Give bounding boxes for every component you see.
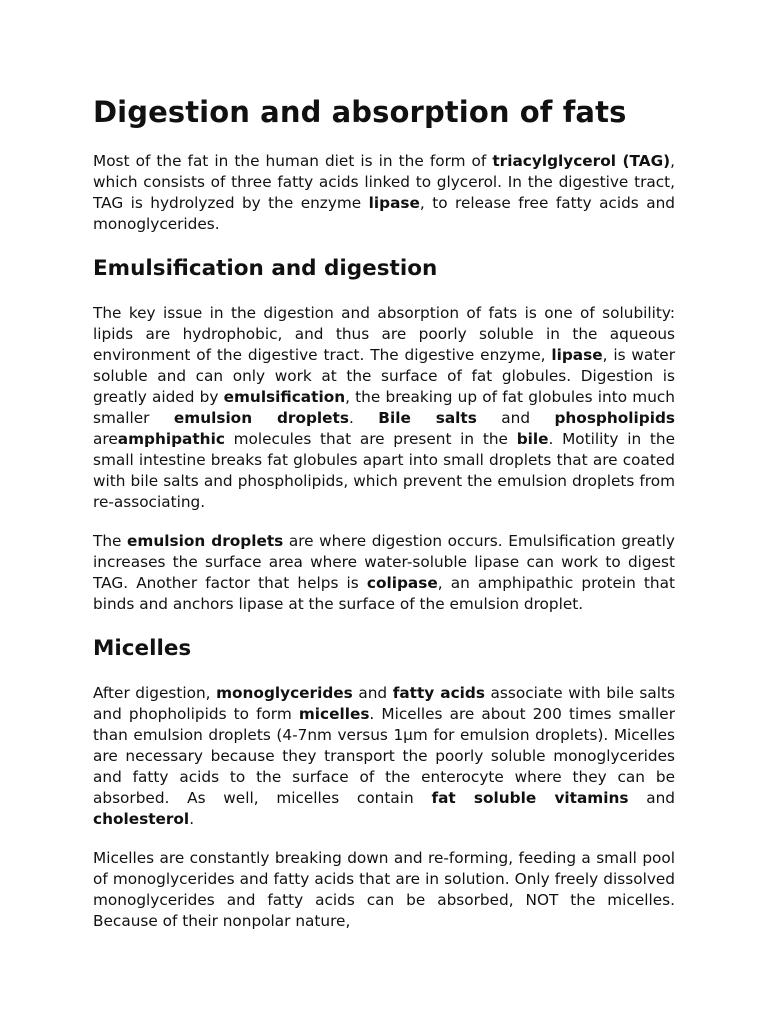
term-colipase: colipase bbox=[366, 574, 438, 592]
term-emulsion-droplets: emulsion droplets bbox=[127, 532, 284, 550]
term-lipase: lipase bbox=[368, 194, 420, 212]
text: and bbox=[628, 789, 675, 807]
micelles-paragraph-2 bbox=[93, 848, 675, 932]
text: and bbox=[352, 684, 393, 702]
term-amphipathic: amphipathic bbox=[117, 430, 225, 448]
text: molecules that are present in the bbox=[224, 430, 517, 448]
text: Micelles are constantly breaking down and re-forming, feeding a small pool of monoglycerides and fatty acids that are in solution. Only freely dissolved monoglycerides and fatty acids can be absorbed, NOT the micelles. Because of their nonpolar nature, bbox=[93, 849, 675, 930]
text: . bbox=[348, 409, 379, 427]
intro-paragraph bbox=[93, 151, 675, 235]
intro-text-1: Most of the fat in the human diet is in the form of bbox=[93, 152, 493, 170]
micelles-paragraph-1 bbox=[93, 683, 675, 830]
term-monoglycerides: monoglycerides bbox=[216, 684, 353, 702]
section-heading-emulsification: Emulsification and digestion bbox=[93, 256, 438, 281]
text: are where digestion occurs. Emulsification greatly increases the surface area where water-soluble lipase can work to digest TAG. Another factor that helps is bbox=[93, 532, 675, 592]
term-triacylglycerol: triacylglycerol (TAG) bbox=[492, 152, 671, 170]
text: associate with bile salts and phopholipids to form bbox=[93, 684, 675, 723]
text: . bbox=[189, 810, 195, 828]
emulsification-paragraph-2 bbox=[93, 531, 675, 615]
text: are bbox=[93, 430, 118, 448]
term-fatty-acids: fatty acids bbox=[392, 684, 485, 702]
emulsification-paragraph-1 bbox=[93, 303, 675, 513]
term-cholesterol: cholesterol bbox=[93, 810, 190, 828]
intro-text-3: , to release free fatty acids and monoglycerides. bbox=[93, 194, 675, 233]
text: . Motility in the small intestine breaks fat globules apart into small droplets that are coated with bile salts and phospholipids, which prevent the emulsion droplets from re-associating. bbox=[93, 430, 675, 511]
text: , an amphipathic protein that binds and anchors lipase at the surface of the emulsion droplet. bbox=[93, 574, 675, 613]
term-micelles: micelles bbox=[298, 705, 370, 723]
intro-text-2: , which consists of three fatty acids linked to glycerol. In the digestive tract, TAG is hydrolyzed by the enzyme bbox=[93, 152, 676, 212]
term-phospholipids: phospholipids bbox=[554, 409, 676, 427]
text: The key issue in the digestion and absorption of fats is one of solubility: lipids are hydrophobic, and thus are poorly soluble in the aqueous environment of the digestive tract. The digestive enzyme, bbox=[93, 304, 675, 364]
term-bile: bile bbox=[516, 430, 549, 448]
document-page bbox=[93, 92, 675, 950]
term-fat-soluble-vitamins: fat soluble vitamins bbox=[431, 789, 629, 807]
term-bile-salts: Bile salts bbox=[378, 409, 477, 427]
term-emulsion-droplets: emulsion droplets bbox=[173, 409, 349, 427]
term-emulsification: emulsification bbox=[223, 388, 346, 406]
text: The bbox=[93, 532, 128, 550]
text: . Micelles are about 200 times smaller than emulsion droplets (4-7nm versus 1μm for emulsion droplets). Micelles are necessary because they transport the poorly soluble monoglycerides and fatty acids to the surface of the enterocyte where they can be absorbed. As well, micelles contain bbox=[93, 705, 676, 807]
term-lipase: lipase bbox=[551, 346, 603, 364]
document-title: Digestion and absorption of fats bbox=[93, 95, 627, 129]
text: , is water soluble and can only work at the surface of fat globules. Digestion is greatly aided by bbox=[93, 346, 675, 406]
text: After digestion, bbox=[93, 684, 217, 702]
text: and bbox=[476, 409, 555, 427]
section-heading-micelles: Micelles bbox=[93, 636, 192, 661]
text: , the breaking up of fat globules into much smaller bbox=[93, 388, 675, 427]
